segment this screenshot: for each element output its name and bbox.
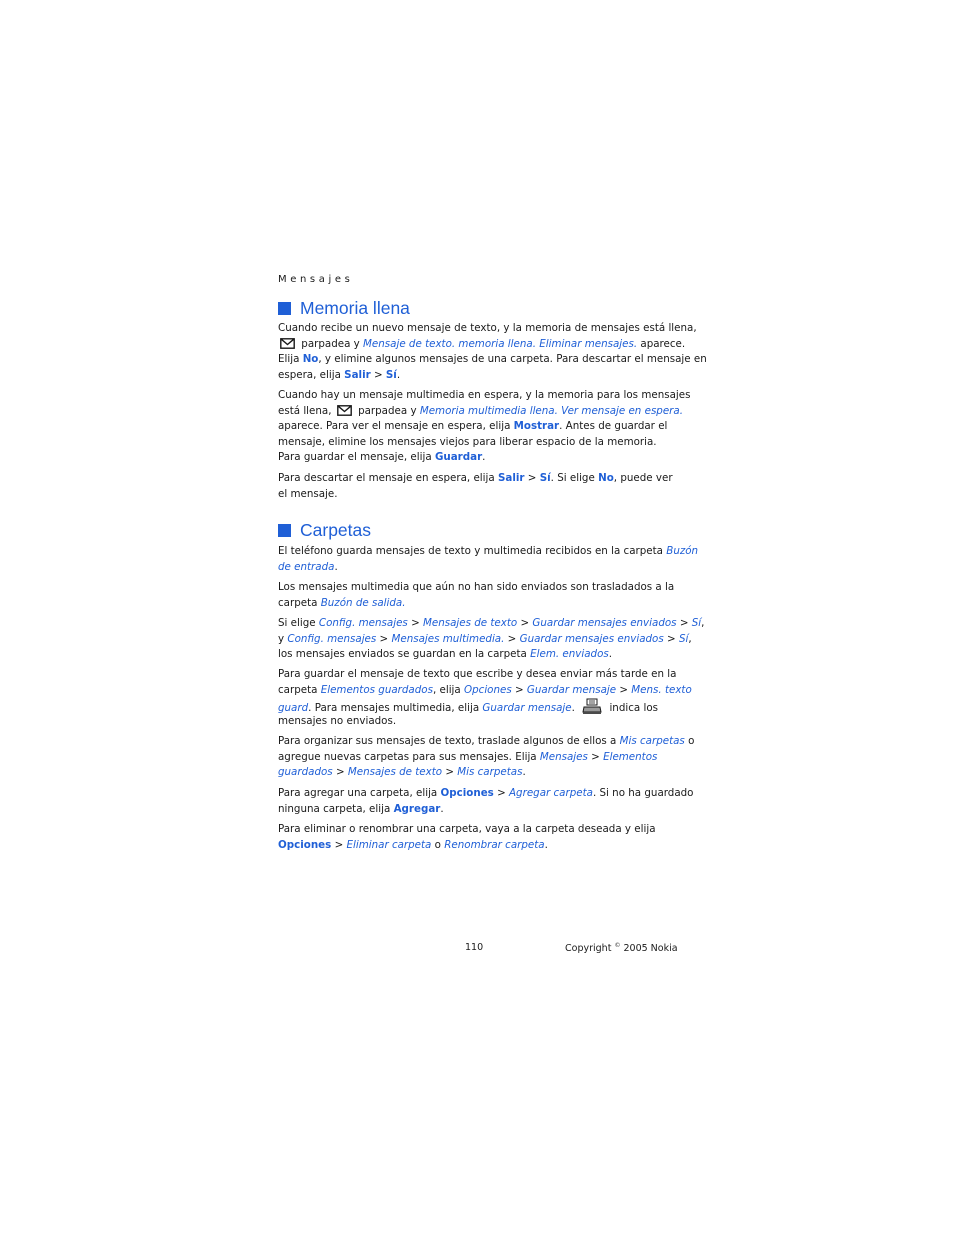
text: ninguna carpeta, elija — [278, 802, 391, 815]
text: o — [688, 735, 695, 747]
text: el mensaje. — [278, 487, 338, 500]
menu-path: Elementos — [603, 750, 658, 763]
separator: > — [619, 683, 629, 696]
menu-path: Eliminar carpeta — [346, 838, 432, 851]
text: indica los — [609, 702, 658, 715]
option-mostrar: Mostrar — [513, 420, 560, 433]
option-opciones: Opciones — [440, 787, 494, 799]
copyright — [565, 942, 678, 954]
text: mensajes no enviados. — [278, 714, 397, 727]
menu-path: Guardar mensajes enviados — [519, 632, 664, 645]
menu-path: guardados — [278, 766, 333, 779]
text: , — [688, 632, 692, 645]
memoria-paragraph-1 — [278, 321, 707, 383]
folder-name: Mis carpetas — [457, 766, 523, 779]
separator: > — [507, 632, 517, 645]
text: . — [522, 766, 526, 779]
menu-path: guard — [278, 702, 309, 715]
option-si: Sí — [539, 472, 551, 484]
copyright-year: 2005 Nokia — [623, 943, 678, 955]
menu-path: Config. mensajes — [318, 617, 408, 629]
section-bullet-square — [278, 302, 291, 315]
separator: > — [497, 787, 506, 799]
text: . — [334, 560, 338, 573]
separator: > — [667, 632, 676, 645]
copyright-text: Copyright — [565, 943, 612, 955]
separator: > — [591, 750, 600, 763]
text: aparece. — [640, 337, 686, 350]
text: Para guardar el mensaje, elija — [278, 451, 432, 464]
menu-path: Mensajes multimedia. — [391, 632, 505, 645]
text: parpadea y — [358, 404, 417, 417]
carpetas-paragraph-4 — [278, 667, 692, 729]
text: , y elimine algunos mensajes de una carpeta. Para descartar el mensaje en — [318, 353, 707, 366]
section-title-carpetas — [278, 520, 371, 541]
text: . — [571, 702, 575, 715]
carpetas-paragraph-2 — [278, 580, 675, 611]
separator: > — [527, 472, 537, 484]
section-title-text: Carpetas — [300, 520, 372, 540]
separator: > — [520, 617, 530, 629]
memoria-paragraph-3 — [278, 471, 673, 502]
text: , puede ver — [613, 472, 673, 484]
option-salir: Salir — [344, 368, 371, 381]
carpetas-paragraph-3 — [278, 616, 705, 663]
text: Los mensajes multimedia que aún no han sido enviados son trasladados a la — [278, 581, 675, 593]
separator: > — [445, 766, 454, 779]
running-header: Mensajes — [278, 274, 354, 285]
text: carpeta — [278, 683, 318, 696]
menu-path: Guardar mensaje — [526, 683, 617, 696]
text: . Si no ha guardado — [592, 787, 694, 799]
option-guardar: Guardar — [434, 451, 483, 464]
separator: > — [411, 617, 420, 629]
text: Para guardar el mensaje de texto que escribe y desea enviar más tarde en la — [278, 668, 677, 680]
folder-name: Buzón de salida. — [320, 596, 406, 609]
carpetas-paragraph-6 — [278, 786, 694, 817]
text: . — [608, 648, 613, 661]
text: o — [434, 838, 441, 851]
text: mensaje, elimine los mensajes viejos para liberar espacio de la memoria. — [278, 435, 657, 448]
carpetas-paragraph-7 — [278, 822, 670, 853]
separator: > — [379, 632, 389, 645]
printer-icon — [582, 698, 602, 715]
carpetas-paragraph-5 — [278, 734, 695, 781]
option-opciones: Opciones — [278, 838, 332, 851]
memoria-paragraph-2 — [278, 388, 691, 466]
menu-path: Memoria multimedia llena. Ver mensaje en espera. — [419, 404, 683, 417]
folder-name: Buzón — [666, 545, 699, 557]
folder-name: de entrada — [278, 560, 335, 573]
text: . Si elige — [550, 472, 595, 484]
text: . — [440, 802, 444, 815]
envelope-icon — [337, 405, 352, 416]
text: parpadea y — [301, 337, 360, 350]
menu-path: Opciones — [464, 683, 512, 696]
section-title-memoria — [278, 298, 410, 319]
separator: > — [373, 368, 383, 381]
separator: > — [515, 683, 524, 696]
separator: > — [334, 838, 344, 851]
menu-path: Guardar mensajes enviados — [532, 617, 677, 629]
text: Si elige — [278, 617, 316, 629]
option-salir: Salir — [497, 472, 525, 484]
copyright-symbol: © — [614, 942, 621, 949]
text: , elija — [432, 683, 461, 696]
section-title-text: Memoria llena — [300, 298, 410, 318]
menu-path: Renombrar carpeta — [444, 838, 545, 851]
text: espera, elija — [278, 368, 341, 381]
text: está llena, — [278, 404, 332, 417]
page-number: 110 — [465, 942, 484, 953]
option-no: No — [598, 472, 614, 484]
text: y — [278, 632, 285, 645]
text: . — [482, 451, 486, 464]
menu-path: Sí — [678, 632, 689, 645]
text: Para organizar sus mensajes de texto, traslade algunos de ellos a — [278, 735, 617, 747]
text: . Antes de guardar el — [559, 420, 668, 433]
text: Para eliminar o renombrar una carpeta, vaya a la carpeta deseada y elija — [278, 823, 656, 835]
menu-path: Mensajes de texto — [422, 617, 518, 629]
text: , — [701, 617, 705, 629]
folder-name: Elementos guardados — [320, 683, 433, 696]
carpetas-paragraph-1 — [278, 544, 699, 575]
separator: > — [335, 766, 345, 779]
text: Para agregar una carpeta, elija — [278, 787, 438, 799]
text: los mensajes enviados se guardan en la carpeta — [278, 648, 527, 661]
text: . Para mensajes multimedia, elija — [308, 702, 480, 715]
option-si: Sí — [385, 368, 397, 381]
text: El teléfono guarda mensajes de texto y multimedia recibidos en la carpeta — [278, 545, 663, 557]
menu-path: Guardar mensaje — [482, 702, 572, 715]
text: . — [544, 838, 548, 851]
menu-path: Mensajes — [539, 750, 588, 763]
text: agregue nuevas carpetas para sus mensajes. Elija — [278, 750, 537, 763]
separator: > — [679, 617, 689, 629]
folder-name: Elem. enviados — [530, 648, 609, 661]
menu-path: Agregar carpeta — [509, 787, 593, 799]
text: aparece. Para ver el mensaje en espera, elija — [278, 420, 511, 433]
text: Cuando hay un mensaje multimedia en espera, y la memoria para los mensajes — [278, 389, 691, 401]
text: carpeta — [278, 596, 318, 609]
menu-path: Sí — [691, 617, 702, 629]
folder-name: Mis carpetas — [619, 735, 685, 747]
option-agregar: Agregar — [393, 802, 441, 815]
text: Elija — [278, 353, 300, 366]
option-no: No — [302, 353, 319, 366]
text: . — [396, 368, 401, 381]
text: Para descartar el mensaje en espera, elija — [278, 472, 495, 484]
menu-path: Mensaje de texto. memoria llena. Eliminar mensajes. — [363, 337, 638, 350]
menu-path: Mens. texto — [631, 683, 692, 696]
menu-path: Mensajes de texto — [347, 766, 443, 779]
menu-path: Config. mensajes — [287, 632, 377, 645]
text: Cuando recibe un nuevo mensaje de texto, y la memoria de mensajes está llena, — [278, 322, 697, 334]
section-bullet-square — [278, 524, 291, 537]
envelope-icon — [280, 338, 295, 349]
